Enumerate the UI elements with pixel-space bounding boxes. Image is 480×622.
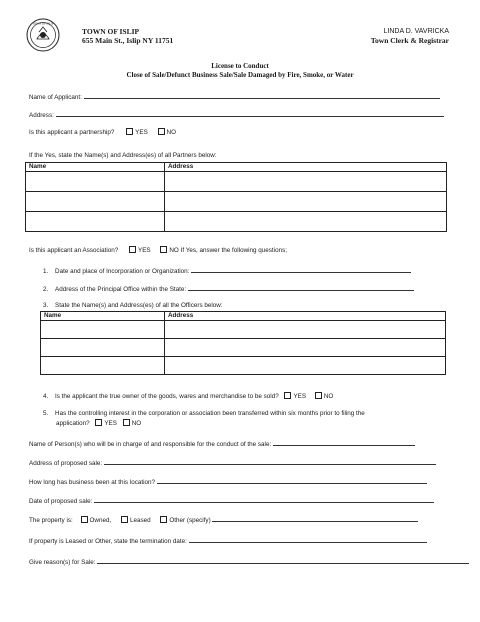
officer-address-cell[interactable] — [165, 339, 446, 357]
q4-yes-checkbox[interactable] — [284, 392, 291, 399]
partner-name-cell[interactable] — [26, 172, 165, 192]
q5-number: 5. — [43, 410, 49, 417]
termination-date-label: If property is Leased or Other, state the termination date: — [29, 538, 187, 545]
table-row — [41, 339, 446, 357]
q5-yes-checkbox[interactable] — [95, 419, 102, 426]
q4-row — [43, 392, 333, 401]
q5-yes-label: YES — [104, 420, 117, 427]
how-long-row — [29, 477, 427, 487]
q5-no-checkbox[interactable] — [123, 419, 130, 426]
q5-label: Has the controlling interest in the corporation or association been transferred within six months prior to filing the — [55, 410, 365, 417]
owned-checkbox[interactable] — [81, 516, 88, 523]
reasons-row — [29, 557, 469, 567]
association-question: Is this applicant an Association? — [29, 247, 119, 254]
officer-address-cell[interactable] — [165, 357, 446, 375]
q1-row — [43, 266, 411, 276]
q4-no-label: NO — [323, 393, 334, 400]
termination-date-field[interactable] — [189, 536, 427, 543]
q2-field[interactable] — [188, 284, 414, 291]
table-row — [41, 321, 446, 339]
q2-label: Address of the Principal Office within the State: — [55, 286, 187, 293]
name-of-applicant-field[interactable] — [84, 92, 440, 99]
association-row — [29, 246, 287, 255]
partnership-no-checkbox[interactable] — [158, 128, 165, 135]
reasons-field[interactable] — [97, 557, 469, 564]
name-of-applicant-label: Name of Applicant: — [29, 94, 82, 101]
persons-in-charge-label: Name of Person(s) who will be in charge of and responsible for the conduct of the sale: — [29, 441, 272, 448]
form-title: License to Conduct — [211, 62, 269, 70]
partner-address-cell[interactable] — [165, 192, 447, 212]
other-label: Other (specify) — [169, 517, 211, 524]
partners-col-address: Address — [165, 163, 447, 172]
town-seal-logo — [26, 18, 60, 52]
officer-name-cell[interactable] — [41, 339, 165, 357]
property-type-label: The property is: — [29, 517, 73, 524]
partnership-yes-label: YES — [135, 129, 148, 136]
leased-checkbox[interactable] — [121, 516, 128, 523]
other-checkbox[interactable] — [160, 516, 167, 523]
proposed-date-label: Date of proposed sale: — [29, 498, 93, 505]
partner-name-cell[interactable] — [26, 212, 165, 232]
other-specify-field[interactable] — [212, 515, 418, 522]
partners-col-name: Name — [26, 163, 165, 172]
association-no-label: NO If Yes, answer the following questions; — [169, 247, 287, 254]
proposed-date-field[interactable] — [94, 496, 434, 503]
partners-instruction: If the Yes, state the Name(s) and Address(es) of all Partners below: — [29, 152, 217, 159]
partners-table — [25, 162, 447, 232]
q2-number: 2. — [43, 286, 49, 293]
q1-label: Date and place of Incorporation or Organization: — [55, 268, 190, 275]
clerk-name: LINDA D. VAVRICKA — [383, 28, 449, 35]
proposed-date-row — [29, 496, 434, 506]
q1-field[interactable] — [191, 266, 411, 273]
officers-table — [40, 311, 446, 375]
address-field[interactable] — [56, 110, 444, 117]
name-of-applicant-row — [29, 92, 440, 102]
table-row — [41, 357, 446, 375]
association-yes-label: YES — [138, 247, 151, 254]
partner-name-cell[interactable] — [26, 192, 165, 212]
q1-number: 1. — [43, 268, 49, 275]
officers-col-address: Address — [165, 312, 446, 321]
q3-number: 3. — [43, 302, 49, 309]
table-row — [26, 212, 447, 232]
q4-yes-label: YES — [293, 393, 307, 400]
property-type-row — [29, 515, 418, 525]
q4-no-checkbox[interactable] — [315, 392, 322, 399]
termination-date-row — [29, 536, 427, 546]
officer-name-cell[interactable] — [41, 357, 165, 375]
association-yes-checkbox[interactable] — [129, 246, 136, 253]
q2-row — [43, 284, 414, 294]
town-name: TOWN OF ISLIP — [82, 27, 140, 36]
q5-no-label: NO — [131, 420, 142, 427]
q4-number: 4. — [43, 393, 49, 400]
partnership-row — [29, 128, 176, 137]
proposed-address-field[interactable] — [104, 458, 436, 465]
proposed-address-row — [29, 458, 436, 468]
q5-label-cont: application? — [56, 420, 90, 427]
q3-label: State the Name(s) and Address(es) of all the Officers below: — [55, 302, 223, 309]
partner-address-cell[interactable] — [165, 212, 447, 232]
q5-row — [43, 410, 365, 418]
partnership-yes-checkbox[interactable] — [126, 128, 133, 135]
officer-address-cell[interactable] — [165, 321, 446, 339]
how-long-label: How long has business been at this location? — [29, 479, 156, 486]
table-row — [26, 192, 447, 212]
clerk-title: Town Clerk & Registrar — [370, 36, 449, 45]
proposed-address-label: Address of proposed sale: — [29, 460, 103, 467]
association-no-checkbox[interactable] — [160, 246, 167, 253]
address-label: Address: — [29, 112, 54, 119]
q4-label: Is the applicant the true owner of the goods, wares and merchandise to be sold? — [55, 393, 279, 400]
partnership-question: Is this applicant a partnership? — [29, 129, 115, 136]
form-subtitle: Close of Sale/Defunct Business Sale/Sale Damaged by Fire, Smoke, or Water — [126, 71, 354, 79]
partnership-no-label: NO — [166, 129, 176, 136]
reasons-label: Give reason(s) for Sale: — [29, 559, 96, 566]
table-row — [26, 172, 447, 192]
persons-in-charge-field[interactable] — [273, 439, 415, 446]
officer-name-cell[interactable] — [41, 321, 165, 339]
partner-address-cell[interactable] — [165, 172, 447, 192]
seal-lettering: TOWN OF ISLIP — [32, 21, 54, 26]
town-address: 655 Main St., Islip NY 11751 — [82, 36, 174, 45]
how-long-field[interactable] — [157, 477, 427, 484]
q3-row — [43, 302, 223, 310]
officers-col-name: Name — [41, 312, 165, 321]
owned-label: Owned, — [89, 517, 112, 524]
leased-label: Leased — [129, 517, 151, 524]
address-row — [29, 110, 444, 120]
persons-in-charge-row — [29, 439, 415, 449]
q5-row-2 — [56, 419, 141, 428]
